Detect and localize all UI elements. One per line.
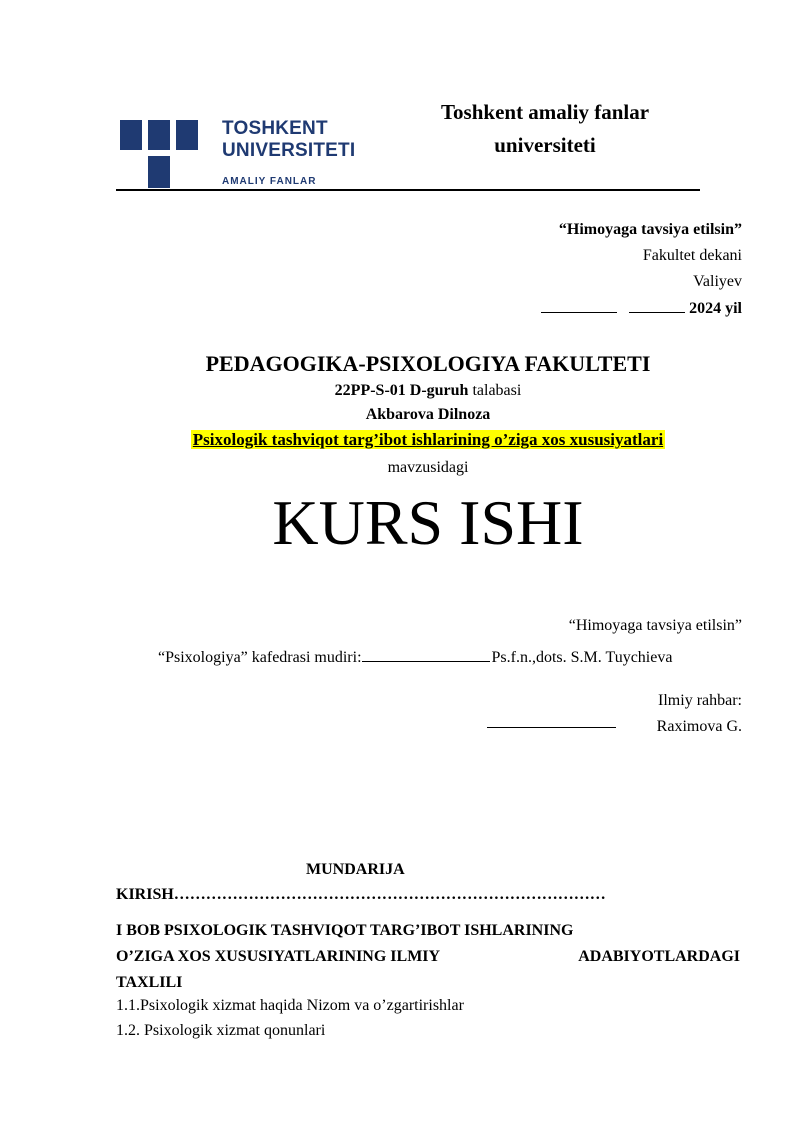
approval-year: 2024 yil [689, 300, 742, 317]
group-code: 22PP-S-01 D-guruh [334, 382, 469, 399]
faculty-name: PEDAGOGIKA-PSIXOLOGIYA FAKULTETI [205, 351, 651, 376]
group-line [0, 382, 800, 400]
university-title [420, 96, 670, 162]
work-type-title: KURS ISHI [272, 487, 584, 558]
topic-line [0, 430, 800, 450]
supervisor-signature-blank [487, 727, 616, 728]
signature-blank [362, 644, 490, 662]
topic-suffix: mavzusidagi [387, 459, 469, 476]
date-blank-2 [629, 295, 685, 313]
header-divider [116, 189, 700, 191]
toc-chapter-1 [116, 918, 740, 996]
chapter-line3: TAXLILI [116, 974, 183, 991]
toc-item: 1.2. Psixologik xizmat qonunlari [116, 1022, 326, 1039]
approval-quote: “Himoyaga tavsiya etilsin” [558, 221, 742, 238]
department-head-row [158, 644, 672, 667]
dean-name: Valiyev [693, 273, 742, 290]
supervisor-label: Ilmiy rahbar: [658, 692, 742, 709]
department-head-name: Ps.f.n.,dots. S.M. Tuychieva [491, 649, 673, 666]
chapter-line2-left: O’ZIGA XOS XUSUSIYATLARINING ILMIY [116, 948, 441, 965]
university-title-line2: universiteti [494, 133, 596, 157]
chapter-line2-right: ADABIYOTLARDAGI [578, 948, 740, 965]
supervisor-name: Raximova G. [656, 718, 742, 735]
chapter-line1: I BOB PSIXOLOGIK TASHVIQOT TARG’IBOT ISHLARINING [116, 922, 574, 939]
logo-text-line1: TOSHKENT [222, 118, 328, 139]
topic-title: Psixologik tashviqot targ’ibot ishlarining o’ziga xos xususiyatlari [192, 430, 664, 449]
logo-text-line2: UNIVERSITETI [222, 140, 356, 161]
group-suffix: talabasi [468, 382, 522, 399]
toc-kirish: KIRISH……………………………………………………………………… [116, 886, 606, 903]
logo-subtext: AMALIY FANLAR [222, 176, 317, 187]
department-recommend: “Himoyaga tavsiya etilsin” [568, 617, 742, 634]
university-title-line1: Toshkent amaliy fanlar [440, 100, 650, 124]
toc-item: 1.1.Psixologik xizmat haqida Nizom va o’zgartirishlar [116, 997, 464, 1014]
university-logo-icon [120, 120, 200, 188]
dean-role: Fakultet dekani [642, 247, 742, 264]
chapter-line2 [116, 944, 740, 970]
toc-title: MUNDARIJA [306, 861, 405, 878]
date-blank-1 [541, 295, 617, 313]
department-head-label: “Psixologiya” kafedrasi mudiri: [158, 649, 362, 666]
student-name: Akbarova Dilnoza [365, 406, 491, 423]
approval-date [541, 295, 742, 322]
